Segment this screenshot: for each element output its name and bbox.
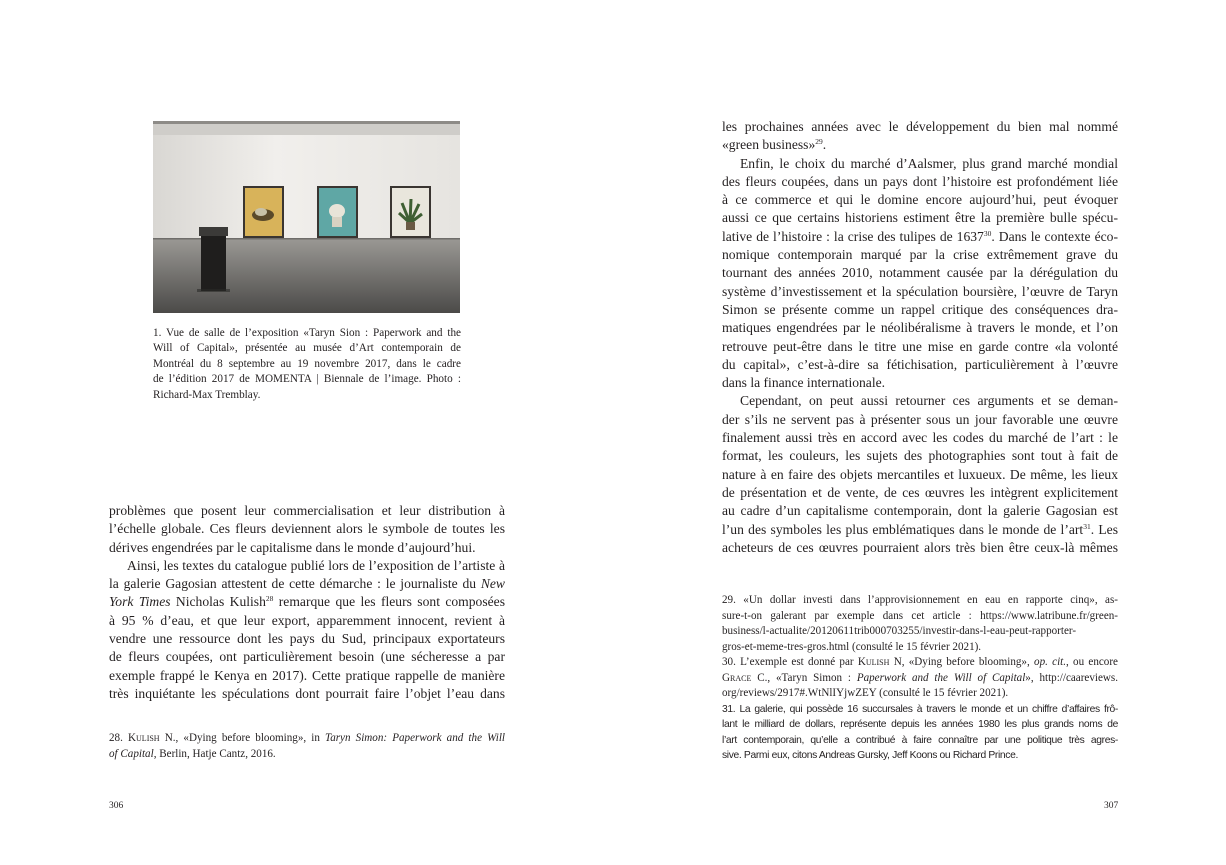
text-line: dérives engendrées par le capitalisme dans le monde d’aujourd’hui. <box>109 539 476 555</box>
floor <box>153 239 460 313</box>
text-line: tournant des années 2010, notamment causée par la dérégulation du <box>722 265 1118 281</box>
text-line: les prochaines années avec le développement du bien mal nommé <box>722 119 1118 134</box>
artwork-blue-arrangement <box>317 186 358 238</box>
text-line: York Times Nicholas Kulish$^{28}$ remarque que les fleurs sont composées <box>109 594 505 610</box>
text-line: «green business»$^{29}$. <box>722 137 827 153</box>
footnote-line: 29. «Un dollar investi dans l’approvisionnement en eau en rapporte cinq», as- <box>722 594 1118 606</box>
caption-line: Montréal du 8 septembre au 19 novembre 2017, dans le cadre <box>153 357 461 370</box>
caption-line: 1. Vue de salle de l’exposition «Taryn Sion : Paperwork and the <box>153 327 461 339</box>
text-line: à ce commerce et qui le domine encore aujourd’hui, peut évoquer <box>722 192 1118 208</box>
text-line: vendre une ressource dont les pays du Sud, principaux exportateurs <box>109 631 505 647</box>
text-line: der s’ils ne servent pas à présenter sous un jour favorable une œuvre <box>722 411 1118 427</box>
text-line: Cependant, on peut aussi retourner ces arguments et se deman- <box>740 393 1118 409</box>
footnote-28 <box>109 731 505 762</box>
footnote-line: 31. La galerie, qui possède 16 succursales à travers le monde et un chiffre d’affaires frô- <box>722 703 1118 715</box>
text-line: l’échelle globale. Ces fleurs deviennent alors le symbole de toutes les <box>109 521 505 537</box>
page-number: 307 <box>1104 801 1119 811</box>
footnote-line: lant le milliard de dollars, représente depuis les années 1980 les plus grands noms de <box>722 719 1118 730</box>
footnote-ref: 30 <box>983 228 992 238</box>
text-line: nomique contemporain marqué par la crise extrêmement grave du <box>722 247 1118 263</box>
caption-line: Richard-Max Tremblay. <box>153 388 261 401</box>
text-line: de présentation et de vente, de ces œuvres les intègrent explicitement <box>722 484 1118 500</box>
text-line: finalement aussi très en accord avec les codes du marché de l’art : le <box>722 430 1118 446</box>
text-line: des fleurs coupées, dans un pays dont l’histoire est profondément liée <box>722 173 1118 189</box>
text-line: l’un des symboles les plus emblématiques dans le monde de l’art$^{31}$. Les <box>722 521 1118 537</box>
footnote-line: sure-t-on galerant par exemple dans cet article : https://www.latribune.fr/green- <box>722 609 1118 622</box>
artwork-palm <box>390 186 431 238</box>
text-line: nature à en faire des objets mercantiles et luxueux. De même, les lieux <box>722 466 1118 482</box>
text-line: Ainsi, les textes du catalogue publié lors de l’exposition de l’artiste à <box>127 557 505 573</box>
text-line: Enfin, le choix du marché d’Aalsmer, plus grand marché mondial <box>740 155 1118 171</box>
text-line: acheteurs de ces œuvres pourraient alors très bien être ceux-là mêmes <box>722 539 1118 555</box>
text-line: problèmes que posent leur commercialisation et leur distribution à <box>109 503 505 518</box>
footnote-line: gros-et-meme-tres-gros.html (consulté le 15 février 2021). <box>722 640 982 653</box>
text-line: lative de l’histoire : la crise des tulipes de 1637$^{30}$. Dans le contexte éco- <box>722 228 1118 244</box>
text-line: très inquiétante les spéculations dont pourrait faire l’objet l’eau dans <box>109 685 505 701</box>
text-line: du capital», c’est-à-dire sa fétichisation, particulièrement à l’œuvre <box>722 356 1118 372</box>
footnote-line: sive. Parmi eux, citons Andreas Gursky, Jeff Koons ou Richard Prince. <box>722 750 1018 761</box>
figure-caption <box>153 326 461 403</box>
footnote-ref: 28 <box>265 594 274 604</box>
footnote-line: l’art contemporain, qu’elle a contribué à faire connaître par une politique très agres- <box>722 734 1118 746</box>
text-line: de fleurs coupées, ont particulièrement besoin (une sécheresse a par <box>109 649 505 665</box>
text-line: système d’investissement et la spéculation boursière, l’œuvre de Taryn <box>722 283 1118 299</box>
text-line: aussi ce que certains historiens estiment être la première bulle spécu- <box>722 210 1118 226</box>
text-line: retrouve peut-être dans le titre une mise en garde contre «la volonté <box>722 338 1118 354</box>
exhibition-photo <box>153 121 460 313</box>
text-line: la galerie Gagosian attestent de cette démarche : le journaliste du New <box>109 576 505 592</box>
footnote-line: 30. L’exemple est donné par Kulish N, «Dying before blooming», op. cit., ou encore <box>722 656 1118 668</box>
footnotes <box>722 593 1118 764</box>
artwork-still-life <box>243 186 284 238</box>
right-page <box>613 0 1226 865</box>
footnote-line: org/reviews/2917#.WtNlIYjwZEY (consulté le 15 février 2021). <box>722 687 1009 699</box>
footnote-line: of Capital, Berlin, Hatje Cantz, 2016. <box>109 747 276 760</box>
footnote-ref: 31 <box>1083 521 1091 531</box>
footnote-ref: 29 <box>815 137 823 147</box>
text-line: exemple frappé le Kenya en 2017). Cette pratique rappelle de manière <box>109 667 505 683</box>
text-line: à 95 % d’eau, et que leur export, apparemment innocent, revient à <box>109 612 505 628</box>
text-line: Simon se présente comme un rappel critique des conséquences dra- <box>722 301 1118 317</box>
text-line: au cadre d’un capitalisme contemporain, dont la galerie Gagosian est <box>722 503 1118 519</box>
display-pedestal <box>197 227 230 292</box>
text-line: dans la finance internationale. <box>722 375 886 391</box>
footnote-line: Grace C., «Taryn Simon : Paperwork and the Will of Capital», http://caareviews. <box>722 671 1118 684</box>
body-text <box>722 118 1118 557</box>
page-number: 306 <box>109 801 124 811</box>
footnote-line: 28. Kulish N., «Dying before blooming», in Taryn Simon: Paperwork and the Will <box>109 732 505 744</box>
footnote-line: business/l-actualite/20120611trib000703255/investir-dans-l-eau-peut-rapporter- <box>722 625 1077 637</box>
caption-line: Will of Capital», présentée au musée d’Art contemporain de <box>153 342 461 355</box>
caption-line: de l’édition 2017 de MOMENTA | Biennale de l’image. Photo : <box>153 373 461 386</box>
text-line: format, les couleurs, les sujets des photographies sont tout à fait de <box>722 448 1118 464</box>
body-text <box>109 502 505 703</box>
text-line: matiques engendrées par le néolibéralisme à travers le monde, et l’on <box>722 320 1118 336</box>
